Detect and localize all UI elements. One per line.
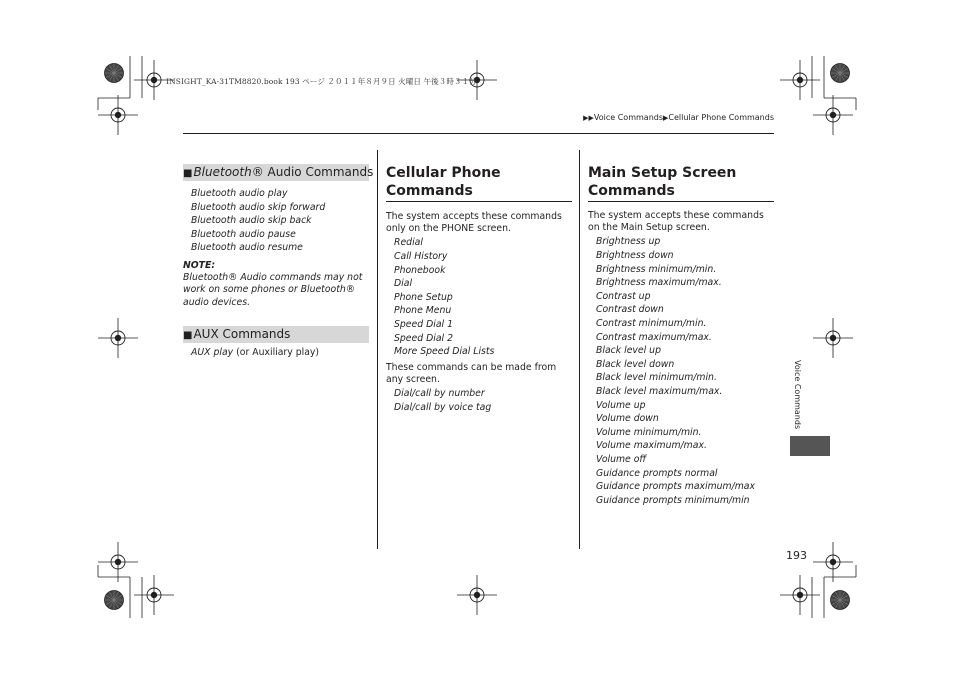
registration-mark-dot [115,559,121,565]
list-item [191,346,369,360]
column-divider-1 [377,150,378,549]
registration-mark-dot [830,559,836,565]
note-text: Bluetooth® Audio commands may not work on some phones or Bluetooth® audio devices. [183,271,363,308]
list-item: Phone Menu [394,305,452,317]
list-item: Call History [394,251,448,262]
aux-title: AUX Commands [193,327,291,342]
cellular-intro: The system accepts these commands only on the PHONE screen. [386,211,562,235]
list-item: Brightness up [596,236,661,248]
column-middle [386,164,572,414]
list-item: Black level down [596,358,675,370]
list-item: Guidance prompts maximum/max [596,481,756,493]
column-right [588,164,774,507]
registration-mark-dot [797,77,803,83]
list-item: Bluetooth audio skip back [191,215,312,227]
registration-mark-dot [830,112,836,118]
column-left [183,164,374,360]
list-item: Black level minimum/min. [596,372,717,384]
main-setup-intro: The system accepts these commands on the Main Setup screen. [588,210,764,234]
cellular-command-list [386,236,572,358]
breadcrumb-current: Cellular Phone Commands [668,113,774,122]
list-item: Volume maximum/max. [596,440,707,452]
list-item: Contrast minimum/min. [596,317,707,329]
breadcrumb-arrows-icon: ▶▶ [583,114,594,122]
list-item: Brightness maximum/max. [596,277,722,289]
list-item: Volume minimum/min. [596,426,702,438]
cellular-any-screen-list [386,387,572,414]
list-item: More Speed Dial Lists [394,346,495,358]
list-item: Contrast up [596,290,651,302]
page-number: 193 [786,549,807,562]
list-item: Speed Dial 1 [394,318,453,330]
list-item: Volume down [596,413,659,425]
list-item: Contrast maximum/max. [596,331,712,343]
square-bullet-icon: ■ [183,168,193,179]
side-tab-marker [790,436,830,456]
registration-mark-dot [151,77,157,83]
bluetooth-command-list [183,187,369,255]
aux-commands-subheader [183,326,369,343]
list-item: Bluetooth audio play [191,188,288,199]
list-item: Dial/call by number [394,388,485,400]
registration-mark-dot [797,592,803,598]
list-item: Bluetooth audio resume [191,242,303,254]
list-item: Volume up [596,399,646,411]
registration-mark-dot [151,592,157,598]
list-item: Phone Setup [394,291,453,303]
list-item: Black level up [596,345,661,357]
registration-mark-dot [830,335,836,341]
list-item: Black level maximum/max. [596,385,723,397]
aux-item-command: AUX play [191,347,234,359]
bluetooth-audio-subheader [183,164,374,181]
registration-mark-dot [115,335,121,341]
breadcrumb-parent[interactable]: Voice Commands [593,113,664,122]
list-item: Speed Dial 2 [394,332,453,344]
list-item: Brightness down [596,250,674,261]
list-item: Volume off [596,453,647,465]
list-item: Phonebook [394,264,446,276]
header-rule [183,133,774,134]
note-label: NOTE: [183,259,216,271]
list-item: Guidance prompts minimum/min [596,494,750,506]
column-divider-2 [579,150,580,549]
section-title-main-setup: Main Setup Screen Commands [588,164,774,202]
aux-command-list [183,346,369,360]
breadcrumb-separator-icon: ▶ [663,114,669,122]
aux-item-alt: (or Auxiliary play) [233,347,320,359]
registration-mark-dot [474,592,480,598]
file-header: INSIGHT_KA-31TM8820.book 193 ページ ２０１１年８月９日 火曜日 午後３時３１分 [166,77,477,86]
list-item: Guidance prompts normal [596,467,718,479]
cellular-intro-any-screen: These commands can be made from any screen. [386,361,557,385]
main-setup-command-list [588,235,774,507]
registration-mark-dot [115,112,121,118]
bluetooth-title-rest: ® Audio Commands [251,165,374,179]
list-item: Redial [394,237,423,249]
list-item: Bluetooth audio skip forward [191,201,326,213]
square-bullet-icon: ■ [183,330,193,342]
list-item: Brightness minimum/min. [596,263,717,275]
list-item: Dial/call by voice tag [394,401,492,413]
bluetooth-title-italic: Bluetooth [193,165,252,179]
list-item: Contrast down [596,304,664,316]
side-tab-label[interactable]: Voice Commands [793,360,802,430]
list-item: Bluetooth audio pause [191,228,296,240]
list-item: Dial [394,278,413,290]
section-title-cellular: Cellular Phone Commands [386,164,572,202]
breadcrumb [583,113,774,122]
